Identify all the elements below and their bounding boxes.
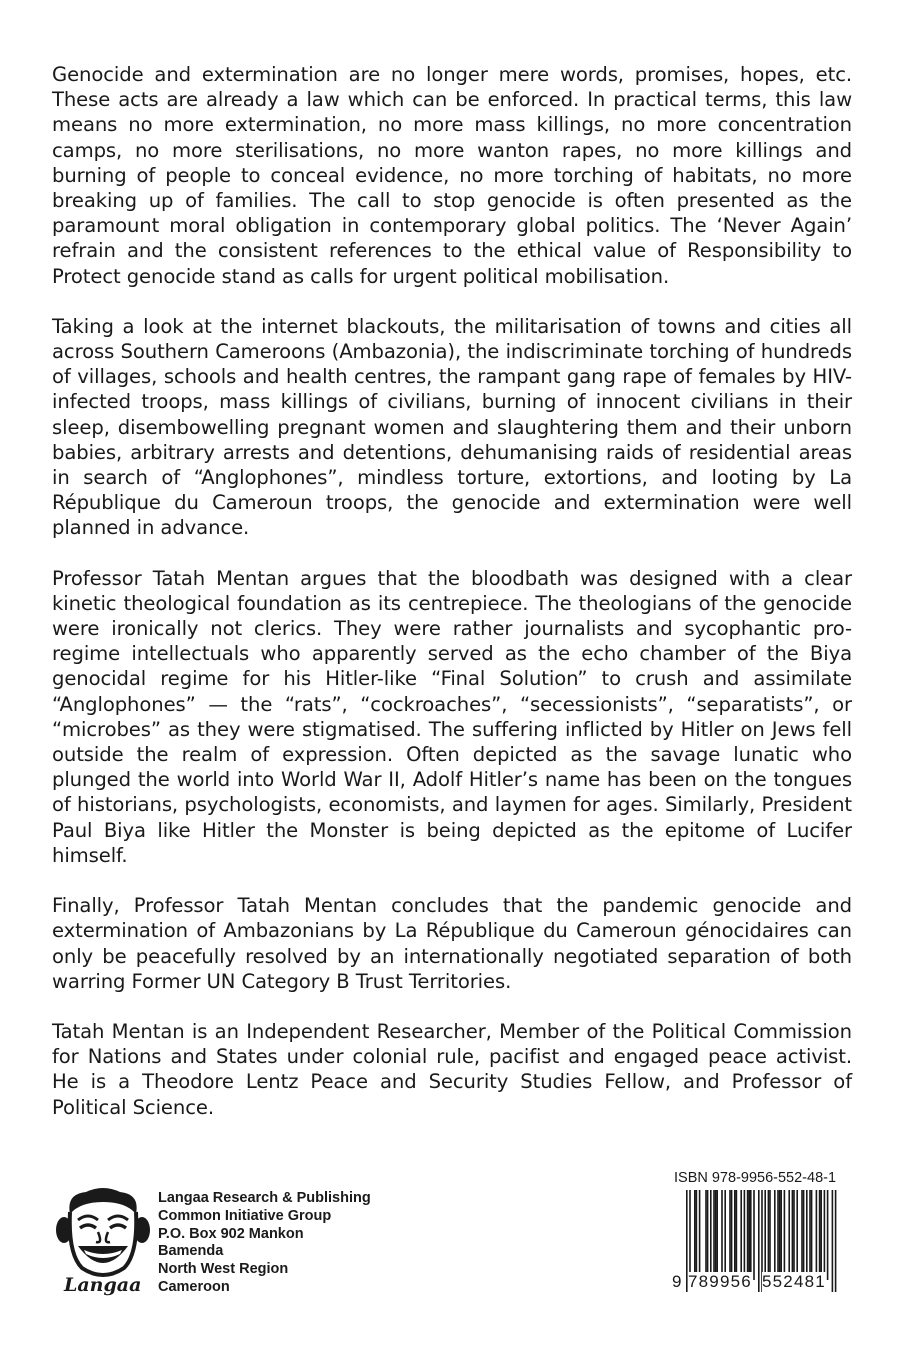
barcode-stripe — [707, 1190, 709, 1280]
barcode-stripe — [769, 1190, 771, 1280]
publisher-address — [158, 1190, 371, 1297]
barcode-stripe — [809, 1190, 811, 1280]
barcode-stripe — [753, 1190, 755, 1280]
barcode-stripe — [803, 1190, 805, 1280]
barcode-stripe — [710, 1190, 712, 1280]
blurb-text — [52, 62, 852, 1145]
barcode-stripe — [724, 1190, 726, 1280]
barcode-stripe — [740, 1190, 742, 1280]
barcode-stripe — [699, 1190, 701, 1280]
blurb-paragraph-1: Genocide and extermination are no longer mere words, promises, hopes, etc. These acts are already a law which can be enforced. In practical terms, this law means no more extermination, no more mass killings, no more concentration camps, no more sterilisations, no more wanton rapes, no more killings and burning of people to conceal evidence, no more torching of habitats, no more breaking up of families. The call to stop genocide is often presented as the paramount moral obligation in contemporary global politics. The ‘Never Again’ refrain and the consistent references to the ethical value of Responsibility to Protect genocide stand as calls for urgent political mobilisation. — [52, 63, 852, 288]
barcode-stripe — [774, 1190, 776, 1280]
barcode-stripe — [694, 1190, 696, 1280]
barcode-digits — [672, 1272, 844, 1296]
address-line: P.O. Box 902 Mankon — [158, 1225, 304, 1242]
barcode-stripe — [734, 1190, 736, 1280]
barcode-stripe — [801, 1190, 803, 1280]
barcode-stripe — [747, 1190, 749, 1280]
address-line: Cameroon — [158, 1278, 230, 1295]
publisher-logo-text: Langaa — [64, 1274, 142, 1296]
barcode-stripe — [820, 1190, 822, 1280]
barcode-stripe — [784, 1190, 786, 1280]
barcode-stripe — [705, 1190, 707, 1280]
barcode-stripe — [748, 1190, 750, 1280]
barcode-stripe — [713, 1190, 715, 1280]
barcode-stripe — [736, 1190, 738, 1280]
barcode-stripe — [729, 1190, 731, 1280]
barcode-stripe — [768, 1190, 770, 1280]
barcode-digit-first: 9 — [672, 1272, 683, 1291]
barcode-digits-right: 552481 — [762, 1272, 826, 1291]
barcode-stripe — [816, 1190, 818, 1280]
barcode-stripe — [731, 1190, 733, 1280]
address-line: North West Region — [158, 1261, 289, 1278]
barcode-block — [672, 1168, 844, 1318]
barcode-stripe — [796, 1190, 798, 1280]
blurb-paragraph-3: Professor Tatah Mentan argues that the bloodbath was designed with a clear kinetic theological foundation as its centrepiece. The theologians of the genocide were ironically not clerics. They were rather journalists and sycophantic pro-regime intellectuals who apparently served as the echo chamber of the Biya genocidal regime for his Hitler-like “Final Solution” to crush and assimilate “Anglophones” — the “rats”, “cockroaches”, “secessionists”, “separatists”, or “microbes” as they were stigmatised. The suffering inflicted by Hitler on Jews fell outside the realm of expression. Often depicted as the savage lunatic who plunged the world into World War II, Adolf Hitler’s name has been on the tongues of historians, psychologists, economists, and laymen for ages. Similarly, President Paul Biya like Hitler the Monster is being depicted as the epitome of Lucifer himself. — [52, 566, 852, 867]
barcode-stripe — [744, 1190, 746, 1280]
address-line: Langaa Research & Publishing — [158, 1190, 371, 1206]
barcode-stripe — [779, 1190, 781, 1280]
barcode-stripe — [811, 1190, 813, 1280]
blurb-paragraph-5: Tatah Mentan is an Independent Researcher, Member of the Political Commission for Nations and States under colonial rule, pacifist and engaged peace activist. He is a Theodore Lentz Peace and Security Studies Fellow, and Professor of Political Science. — [52, 1019, 852, 1119]
barcode-stripe — [716, 1190, 718, 1280]
barcode-stripe — [819, 1190, 821, 1280]
address-line: Bamenda — [158, 1243, 224, 1260]
barcode-stripe — [788, 1190, 790, 1280]
barcode-stripe — [824, 1190, 826, 1280]
blurb-paragraph-4: Finally, Professor Tatah Mentan concludes that the pandemic genocide and extermination of Ambazonians by La République du Cameroun génocidaires can only be peacefully resolved by an internationally negotiated separation of both warring Former UN Category B Trust Territories. — [52, 894, 852, 993]
barcode-stripe — [780, 1190, 782, 1280]
barcode-stripe — [792, 1190, 794, 1280]
publisher-block — [52, 1180, 432, 1310]
barcode-stripe — [827, 1190, 829, 1280]
barcode-stripe — [750, 1190, 752, 1280]
barcode-stripe — [696, 1190, 698, 1280]
blurb-paragraph-2: Taking a look at the internet blackouts, the militarisation of towns and cities all across Southern Cameroons (Ambazonia), the indiscriminate torching of hundreds of villages, schools and health centres, the rampant gang rape of females by HIV-infected troops, mass killings of civilians, burning of innocent civilians in their sleep, disembowelling pregnant women and slaughtering them and their unborn babies, arbitrary arrests and detentions, dehumanising raids of residential areas in search of “Anglophones”, mindless torture, extortions, and looting by La République du Cameroun troops, the genocide and extermination were well planned in advance. — [52, 314, 852, 540]
barcode-stripe — [793, 1190, 795, 1280]
barcode-stripe — [777, 1190, 779, 1280]
barcode-stripe — [721, 1190, 723, 1280]
address-line: Common Initiative Group — [158, 1207, 332, 1224]
barcode-stripe — [715, 1190, 717, 1280]
barcode-digits-left: 789956 — [688, 1272, 752, 1291]
barcode-stripe — [806, 1190, 808, 1280]
isbn-label: ISBN 978-9956-552-48-1 — [674, 1170, 837, 1186]
